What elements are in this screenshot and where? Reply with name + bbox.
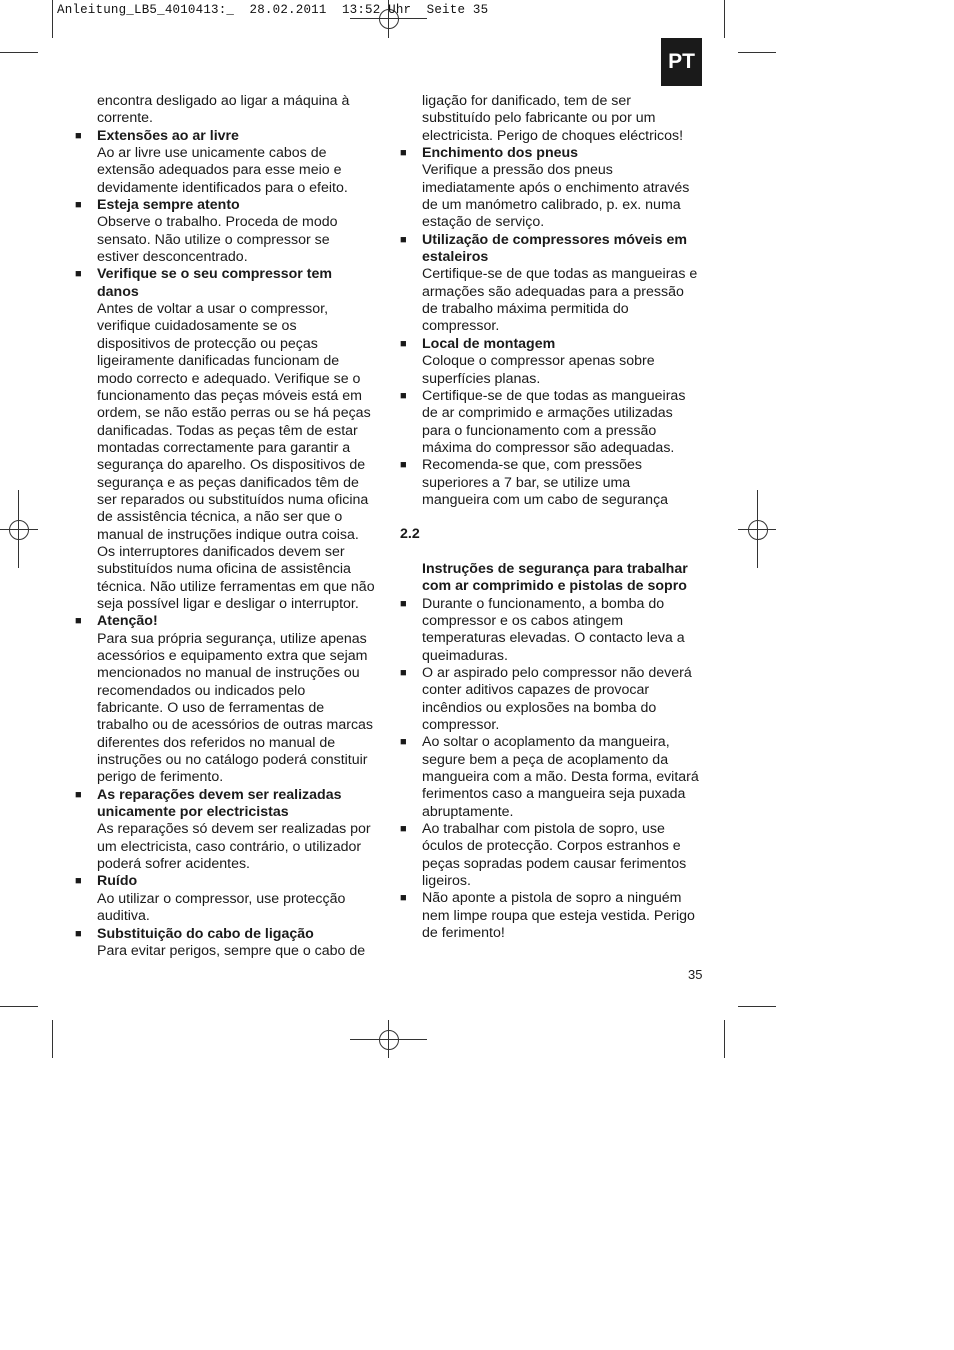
bullet-icon: ■ <box>75 615 82 628</box>
language-badge: PT <box>661 38 702 86</box>
item-text: Para sua própria segurança, utilize apenas acessórios e equipamento extra que sejam mencionados no manual de instruções ou recomendados ou indicados pelo fabricante. O uso de ferramentas de trabalho ou de acessórios de outras marcas diferentes dos referidos no manual de instruções ou no catálogo poderá constituir perigo de ferimento. <box>97 630 374 786</box>
item-heading: Esteja sempre atento <box>97 197 240 214</box>
print-slug: Anleitung_LB5_4010413:_ 28.02.2011 13:52 Uhr Seite 35 <box>57 3 489 17</box>
item-heading: Enchimento dos pneus <box>422 145 579 162</box>
bullet-icon: ■ <box>400 823 407 836</box>
page-number: 35 <box>688 967 703 982</box>
list-item <box>400 596 705 665</box>
section-title: Instruções de segurança para trabalhar com ar comprimido e pistolas de sopro <box>422 560 688 595</box>
item-text: Ao utilizar o compressor, use protecção auditiva. <box>97 890 346 925</box>
item-text: Durante o funcionamento, a bomba do compressor e os cabos atingem temperaturas elevadas. O contacto leva a queimaduras. <box>422 595 685 664</box>
section-number: 2.2 <box>400 526 420 543</box>
item-text: O ar aspirado pelo compressor não deverá conter aditivos capazes de provocar incêndios ou explosões na bomba do compressor. <box>422 665 692 734</box>
item-heading: As reparações devem ser realizadas unicamente por electricistas <box>97 786 342 821</box>
list-item <box>75 128 380 197</box>
item-text: Não aponte a pistola de sopro a ninguém nem limpe roupa que esteja vestida. Perigo de ferimento! <box>422 890 695 942</box>
list-item <box>400 457 705 509</box>
left-item-list <box>75 128 380 961</box>
section-item-list <box>400 596 705 943</box>
right-column <box>400 93 705 943</box>
item-text: Antes de voltar a usar o compressor, verifique cuidadosamente se os dispositivos de protecção ou peças ligeiramente danificadas funcionam de modo correcto e adequado. Verifique se o funcionamento das peças móveis está em ordem, se não estão perras ou se há peças danificadas. Todas as peças têm de estar montadas correctamente para garantir a segurança do aparelho. Os dispositivos de segurança e as peças danificados têm de ser reparados ou substituídos numa oficina de assistência técnica, a não ser que o manual de instruções indique outra coisa. Os interruptores danificados devem ser substituídos numa oficina de assistência técnica. Não utilize ferramentas em que não seja possível ligar e desligar o interruptor. <box>97 301 375 612</box>
item-text: Ao soltar o acoplamento da mangueira, segure bem a peça de acoplamento da mangueira com a mão. Desta forma, evitará ferimentos caso a mangueira seja puxada abruptamente. <box>422 734 699 820</box>
bullet-icon: ■ <box>400 147 407 160</box>
list-item <box>400 821 705 890</box>
bullet-icon: ■ <box>400 597 407 610</box>
list-item <box>400 388 705 457</box>
item-text: Observe o trabalho. Proceda de modo sensato. Não utilize o compressor se estiver desconcentrado. <box>97 214 338 266</box>
bullet-icon: ■ <box>400 892 407 905</box>
item-heading: Ruído <box>97 873 138 890</box>
bullet-icon: ■ <box>400 459 407 472</box>
list-item <box>400 665 705 734</box>
list-item <box>75 926 380 961</box>
item-text: Ao trabalhar com pistola de sopro, use óculos de protecção. Corpos estranhos e peças sopradas podem causar ferimentos ligeiros. <box>422 821 687 890</box>
bullet-icon: ■ <box>400 667 407 679</box>
item-text: Coloque o compressor apenas sobre superfícies planas. <box>422 353 655 387</box>
right-item-list <box>400 145 705 509</box>
item-heading: Substituição do cabo de ligação <box>97 925 314 942</box>
bullet-icon: ■ <box>75 875 82 888</box>
left-intro: encontra desligado ao ligar a máquina à corrente. <box>97 93 350 127</box>
bullet-icon: ■ <box>75 788 82 801</box>
item-heading: Local de montagem <box>422 335 556 352</box>
bullet-icon: ■ <box>400 389 407 402</box>
bullet-icon: ■ <box>75 129 82 142</box>
bullet-icon: ■ <box>75 268 82 281</box>
item-heading: Utilização de compressores móveis em estaleiros <box>422 231 687 266</box>
item-text: Certifique-se de que todas as mangueiras e armações são adequadas para a pressão de trabalho máxima permitida do compressor. <box>422 266 698 335</box>
item-heading: Extensões ao ar livre <box>97 127 239 144</box>
item-text: Certifique-se de que todas as mangueiras de ar comprimido e armações utilizadas para o funcionamento com a pressão máxima do compressor são adequadas. <box>422 387 686 456</box>
bullet-icon: ■ <box>75 927 82 940</box>
list-item <box>400 145 705 232</box>
list-item <box>75 197 380 266</box>
item-text: Ao ar livre use unicamente cabos de extensão adequados para esse meio e devidamente identificados para o efeito. <box>97 145 348 196</box>
list-item <box>75 266 380 613</box>
item-text: As reparações só devem ser realizadas por um electricista, caso contrário, o utilizador poderá sofrer acidentes. <box>97 821 371 873</box>
bullet-icon: ■ <box>400 736 407 749</box>
list-item <box>75 613 380 786</box>
bullet-icon: ■ <box>400 233 407 246</box>
bullet-icon: ■ <box>400 337 407 350</box>
list-item <box>75 873 380 925</box>
item-text: Verifique a pressão dos pneus imediatamente após o enchimento através de um manómetro calibrado, p. ex. numa estação de serviço. <box>422 162 690 231</box>
list-item <box>400 734 705 821</box>
list-item <box>75 787 380 874</box>
section-heading <box>400 526 705 595</box>
right-intro: ligação for danificado, tem de ser substituído pelo fabricante ou por um electricista. Perigo de choques eléctricos! <box>422 93 684 144</box>
list-item <box>400 890 705 942</box>
item-text: Para evitar perigos, sempre que o cabo de <box>97 942 366 959</box>
bullet-icon: ■ <box>75 199 82 212</box>
item-heading: Verifique se o seu compressor tem danos <box>97 266 332 300</box>
item-heading: Atenção! <box>97 613 158 630</box>
item-text: Recomenda-se que, com pressões superiores a 7 bar, se utilize uma mangueira com um cabo de segurança <box>422 457 669 508</box>
list-item <box>400 232 705 336</box>
left-column <box>75 93 380 960</box>
list-item <box>400 336 705 388</box>
